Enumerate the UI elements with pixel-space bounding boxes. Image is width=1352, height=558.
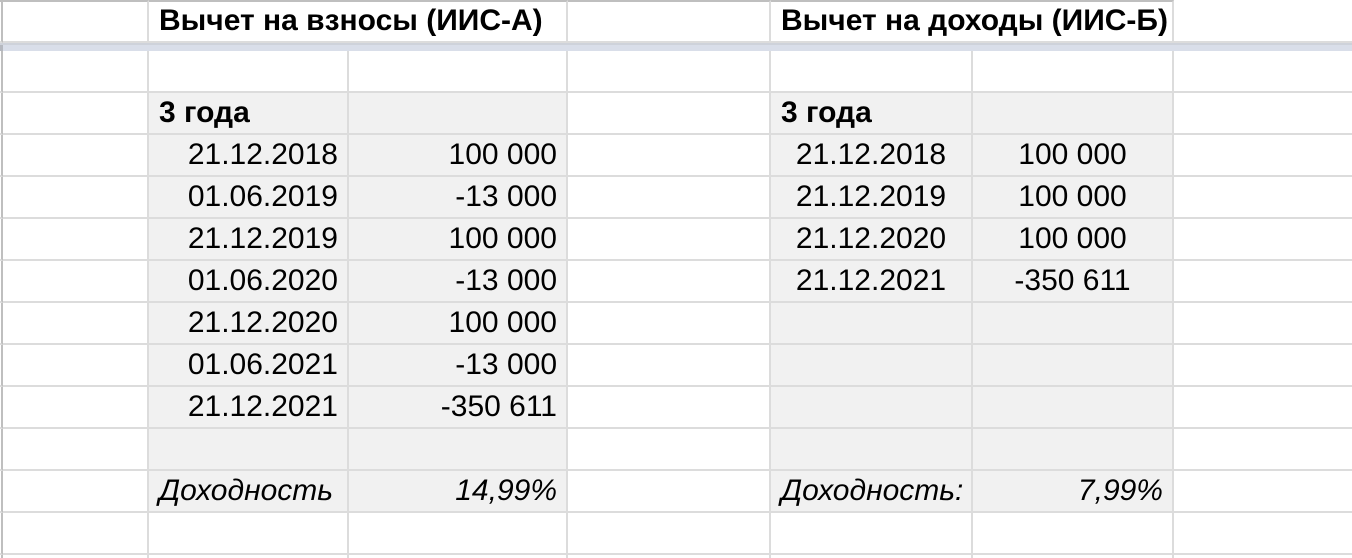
- right-value-cell-4[interactable]: 100 000: [973, 135, 1174, 177]
- cell-C3[interactable]: [349, 93, 568, 135]
- cell-F9[interactable]: [973, 345, 1174, 387]
- cell-A11[interactable]: [3, 429, 149, 471]
- cell-A3[interactable]: [3, 93, 149, 135]
- cell-D11[interactable]: [568, 429, 771, 471]
- left-value-cell-6[interactable]: 100 000: [349, 219, 568, 261]
- cell-F2[interactable]: [973, 51, 1174, 93]
- cell-A8[interactable]: [3, 303, 149, 345]
- left-value-cell-5[interactable]: -13 000: [349, 177, 568, 219]
- cell-C13[interactable]: [349, 513, 568, 555]
- left-date-cell-8[interactable]: 21.12.2020: [149, 303, 349, 345]
- cell-G4[interactable]: [1174, 135, 1352, 177]
- cell-F10[interactable]: [973, 387, 1174, 429]
- left-date-cell-10[interactable]: 21.12.2021: [149, 387, 349, 429]
- cell-D2[interactable]: [568, 51, 771, 93]
- cell-F11[interactable]: [973, 429, 1174, 471]
- cell-A1[interactable]: [3, 0, 149, 43]
- left-summary-value-cell[interactable]: 14,99%: [349, 471, 568, 513]
- cell-G6[interactable]: [1174, 219, 1352, 261]
- cell-E11[interactable]: [771, 429, 973, 471]
- cell-B2[interactable]: [149, 51, 349, 93]
- cell-A10[interactable]: [3, 387, 149, 429]
- right-summary-label-cell[interactable]: Доходность:: [771, 471, 973, 513]
- left-date-cell-4[interactable]: 21.12.2018: [149, 135, 349, 177]
- right-table-title-cell[interactable]: Вычет на доходы (ИИС-Б): [771, 0, 973, 43]
- cell-G8[interactable]: [1174, 303, 1352, 345]
- right-date-cell-5[interactable]: 21.12.2019: [771, 177, 973, 219]
- cell-B11[interactable]: [149, 429, 349, 471]
- cell-G11[interactable]: [1174, 429, 1352, 471]
- left-date-cell-9[interactable]: 01.06.2021: [149, 345, 349, 387]
- cell-C11[interactable]: [349, 429, 568, 471]
- cell-E13[interactable]: [771, 513, 973, 555]
- cell-D9[interactable]: [568, 345, 771, 387]
- right-date-cell-6[interactable]: 21.12.2020: [771, 219, 973, 261]
- cell-E8[interactable]: [771, 303, 973, 345]
- cell-G2[interactable]: [1174, 51, 1352, 93]
- cell-A2[interactable]: [3, 51, 149, 93]
- cell-G3[interactable]: [1174, 93, 1352, 135]
- cell-A5[interactable]: [3, 177, 149, 219]
- left-value-cell-9[interactable]: -13 000: [349, 345, 568, 387]
- right-value-cell-7[interactable]: -350 611: [973, 261, 1174, 303]
- cell-A4[interactable]: [3, 135, 149, 177]
- left-date-cell-6[interactable]: 21.12.2019: [149, 219, 349, 261]
- cell-D10[interactable]: [568, 387, 771, 429]
- cell-E9[interactable]: [771, 345, 973, 387]
- cell-D8[interactable]: [568, 303, 771, 345]
- cell-G5[interactable]: [1174, 177, 1352, 219]
- cell-A13[interactable]: [3, 513, 149, 555]
- left-date-cell-5[interactable]: 01.06.2019: [149, 177, 349, 219]
- left-value-cell-8[interactable]: 100 000: [349, 303, 568, 345]
- cell-A12[interactable]: [3, 471, 149, 513]
- cell-D3[interactable]: [568, 93, 771, 135]
- right-period-cell[interactable]: 3 года: [771, 93, 973, 135]
- frozen-row-separator: [0, 43, 1352, 51]
- cell-D6[interactable]: [568, 219, 771, 261]
- left-value-cell-4[interactable]: 100 000: [349, 135, 568, 177]
- cell-F3[interactable]: [973, 93, 1174, 135]
- cell-D1[interactable]: [568, 0, 771, 43]
- cell-A6[interactable]: [3, 219, 149, 261]
- left-period-cell[interactable]: 3 года: [149, 93, 349, 135]
- cell-E10[interactable]: [771, 387, 973, 429]
- cell-E2[interactable]: [771, 51, 973, 93]
- cell-D12[interactable]: [568, 471, 771, 513]
- right-value-cell-6[interactable]: 100 000: [973, 219, 1174, 261]
- cell-B13[interactable]: [149, 513, 349, 555]
- right-summary-value-cell[interactable]: 7,99%: [973, 471, 1174, 513]
- left-table-title-cell[interactable]: Вычет на взносы (ИИС-А): [149, 0, 349, 43]
- cell-G13[interactable]: [1174, 513, 1352, 555]
- left-summary-label-cell[interactable]: Доходность: [149, 471, 349, 513]
- cell-A9[interactable]: [3, 345, 149, 387]
- cell-F13[interactable]: [973, 513, 1174, 555]
- cell-G10[interactable]: [1174, 387, 1352, 429]
- cell-C2[interactable]: [349, 51, 568, 93]
- left-value-cell-10[interactable]: -350 611: [349, 387, 568, 429]
- cell-G7[interactable]: [1174, 261, 1352, 303]
- cell-G1[interactable]: [1174, 0, 1352, 43]
- cell-G12[interactable]: [1174, 471, 1352, 513]
- cell-G9[interactable]: [1174, 345, 1352, 387]
- left-value-cell-7[interactable]: -13 000: [349, 261, 568, 303]
- right-date-cell-7[interactable]: 21.12.2021: [771, 261, 973, 303]
- right-value-cell-5[interactable]: 100 000: [973, 177, 1174, 219]
- cell-A7[interactable]: [3, 261, 149, 303]
- cell-D7[interactable]: [568, 261, 771, 303]
- cell-D4[interactable]: [568, 135, 771, 177]
- right-date-cell-4[interactable]: 21.12.2018: [771, 135, 973, 177]
- cell-D5[interactable]: [568, 177, 771, 219]
- left-date-cell-7[interactable]: 01.06.2020: [149, 261, 349, 303]
- cell-F8[interactable]: [973, 303, 1174, 345]
- cell-D13[interactable]: [568, 513, 771, 555]
